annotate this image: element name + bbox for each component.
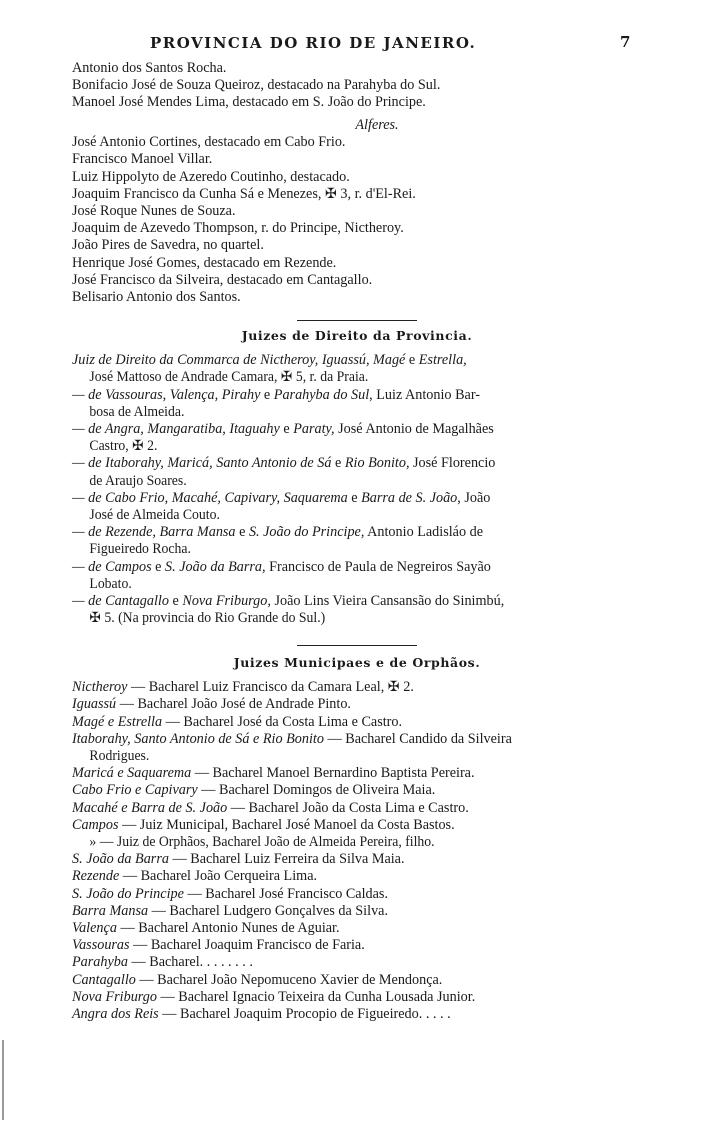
- judge-line: [72, 352, 642, 369]
- line-text: Lobato.: [89, 575, 132, 592]
- line-text: — Bacharel João da Costa Lima e Castro.: [227, 799, 469, 816]
- judge-line: [72, 438, 624, 455]
- place-name: Nictheroy: [72, 679, 128, 696]
- line-text: — Bacharel João Cerqueira Lima.: [119, 868, 318, 885]
- place-name: — de Cantagallo: [72, 593, 169, 610]
- place-name: Iguassú: [72, 696, 117, 713]
- page-edge-mark: [2, 1040, 4, 1120]
- judge-line: [72, 679, 642, 696]
- alferes-item: José Roque Nunes de Souza.: [72, 203, 236, 220]
- section-rule: [297, 320, 417, 321]
- list-item: Manoel José Mendes Lima, destacado em S. João do Principe.: [72, 94, 426, 111]
- line-text: ✠ 5. (Na provincia do Rio Grande do Sul.): [89, 610, 326, 627]
- alferes-item: José Antonio Cortines, destacado em Cabo Frio.: [72, 134, 346, 151]
- line-text: e: [168, 593, 183, 610]
- section-heading: Juizes Municipaes e de Orphãos.: [233, 655, 481, 670]
- line-text: Rodrigues.: [89, 748, 150, 765]
- place-name: Cantagallo: [72, 971, 136, 988]
- line-text: e: [235, 524, 249, 541]
- line-text: — Bacharel Ludgero Gonçalves da Silva.: [148, 902, 389, 919]
- line-text: José Antonio de Magalhães: [334, 421, 494, 438]
- section-heading: Juizes de Direito da Provincia.: [241, 328, 473, 343]
- alferes-item: João Pires de Savedra, no quartel.: [72, 237, 264, 254]
- line-text: — Bacharel José Francisco Caldas.: [183, 885, 388, 902]
- judge-line: [72, 748, 624, 765]
- alferes-list: [72, 134, 642, 306]
- alferes-item: Francisco Manoel Villar.: [72, 151, 213, 168]
- judge-line: [72, 886, 642, 903]
- judge-line: [72, 369, 624, 386]
- place-name: Nova Friburgo,: [182, 593, 271, 610]
- alferes-item: Joaquim Francisco da Cunha Sá e Menezes, ✠ 3, r. d'El-Rei.: [72, 185, 416, 202]
- judge-line: [72, 490, 642, 507]
- line-text: , José Florencio: [405, 455, 496, 472]
- line-text: — Bacharel Domingos de Oliveira Maia.: [197, 782, 436, 799]
- place-name: — de Itaborahy, Maricá, Santo Antonio de Sá: [72, 455, 332, 472]
- line-text: e: [279, 421, 294, 438]
- judge-line: [72, 714, 642, 731]
- alferes-item: Luiz Hippolyto de Azeredo Coutinho, destacado.: [72, 168, 350, 185]
- line-text: — Bacharel. . . . . . . .: [127, 954, 253, 971]
- juizes-direito-list: [72, 352, 642, 627]
- judge-line: [72, 507, 624, 524]
- judge-line: [72, 421, 642, 438]
- alferes-heading: Alferes.: [355, 117, 399, 133]
- place-name: Barra Mansa: [72, 902, 149, 919]
- judge-line: [72, 593, 642, 610]
- line-text: José de Almeida Couto.: [89, 507, 220, 524]
- judge-line: [72, 989, 642, 1006]
- list-item: Antonio dos Santos Rocha.: [72, 60, 227, 76]
- place-name: S. João do Principe,: [248, 524, 365, 541]
- line-text: — Bacharel João Nepomuceno Xavier de Mendonça.: [135, 971, 443, 988]
- judge-line: [72, 455, 642, 472]
- alferes-item: José Francisco da Silveira, destacado em Cantagallo.: [72, 271, 373, 288]
- line-text: Francisco de Paula de Negreiros Sayão: [265, 558, 491, 575]
- judge-line: [72, 404, 624, 421]
- place-name: — de Campos: [72, 558, 152, 575]
- place-name: S. João da Barra,: [165, 558, 266, 575]
- place-name: S. João do Principe: [72, 885, 184, 902]
- place-name: Itaborahy, Santo Antonio de Sá e Rio Bonito: [72, 730, 324, 747]
- place-name: Barra de S. João,: [361, 489, 461, 506]
- judge-line: [72, 782, 642, 799]
- line-text: — Bacharel José da Costa Lima e Castro.: [162, 713, 403, 730]
- judge-line: [72, 559, 642, 576]
- judge-line: [72, 765, 642, 782]
- place-name: Parahyba: [72, 954, 128, 971]
- place-name: Estrella,: [418, 352, 467, 369]
- place-name: — de Vassouras, Valença, Pirahy: [72, 386, 261, 403]
- line-text: — Bacharel Antonio Nunes de Aguiar.: [116, 920, 340, 937]
- judge-line: [72, 387, 642, 404]
- line-text: Figueiredo Rocha.: [89, 541, 191, 558]
- line-text: João: [460, 489, 491, 506]
- judge-line: [72, 920, 642, 937]
- line-text: » — Juiz de Orphãos, Bacharel João de Almeida Pereira, filho.: [89, 834, 435, 851]
- line-text: — Bacharel Luiz Francisco da Camara Leal, ✠ 2.: [127, 679, 414, 696]
- judge-line: [72, 1006, 642, 1023]
- line-text: — Bacharel Joaquim Procopio de Figueiredo. . . . .: [158, 1006, 451, 1023]
- line-text: Castro, ✠ 2.: [89, 438, 158, 455]
- place-name: Valença: [72, 920, 117, 937]
- judge-line: [72, 972, 642, 989]
- line-text: e: [347, 489, 362, 506]
- line-text: José Mattoso de Andrade Camara, ✠ 5, r. da Praia.: [89, 369, 369, 386]
- line-text: , Luiz Antonio Bar-: [369, 386, 480, 403]
- line-text: e: [260, 386, 274, 403]
- place-name: Macahé e Barra de S. João: [72, 799, 228, 816]
- place-name: Rezende: [72, 868, 120, 885]
- list-item: Bonifacio José de Souza Queiroz, destacado na Parahyba do Sul.: [72, 77, 441, 94]
- judge-line: [72, 954, 642, 971]
- line-text: — Bacharel Manoel Bernardino Baptista Pereira.: [191, 765, 475, 782]
- line-text: Antonio Ladisláo de: [364, 524, 483, 541]
- line-text: — Bacharel Ignacio Teixeira da Cunha Lousada Junior.: [157, 988, 476, 1005]
- officer-list-top: [72, 60, 642, 112]
- juizes-municipaes-list: [72, 679, 642, 1023]
- judge-line: [72, 541, 624, 558]
- place-name: Magé e Estrella: [72, 713, 163, 730]
- judge-line: [72, 868, 642, 885]
- alferes-item: Belisario Antonio dos Santos.: [72, 289, 241, 306]
- line-text: de Araujo Soares.: [89, 472, 187, 489]
- place-name: Cabo Frio e Capivary: [72, 782, 198, 799]
- line-text: e: [405, 352, 419, 369]
- place-name: Vassouras: [72, 937, 130, 954]
- judge-line: [72, 834, 624, 851]
- section-rule: [297, 645, 417, 646]
- place-name: Nova Friburgo: [72, 988, 157, 1005]
- line-text: — Bacharel Candido da Silveira: [323, 730, 512, 747]
- line-text: João Lins Vieira Cansansão do Sinimbú,: [270, 593, 505, 610]
- place-name: Rio Bonito: [344, 455, 406, 472]
- place-name: Angra dos Reis: [72, 1006, 159, 1023]
- place-name: S. João da Barra: [72, 851, 169, 868]
- judge-line: [72, 731, 642, 748]
- juizes-direito-section: [72, 320, 642, 627]
- judge-line: [72, 610, 624, 627]
- place-name: — de Rezende, Barra Mansa: [72, 524, 236, 541]
- line-text: e: [331, 455, 345, 472]
- judge-line: [72, 851, 642, 868]
- judge-line: [72, 473, 624, 490]
- alferes-item: Joaquim de Azevedo Thompson, r. do Principe, Nictheroy.: [72, 220, 404, 237]
- judge-line: [72, 817, 642, 834]
- place-name: Campos: [72, 816, 119, 833]
- alferes-section: [72, 117, 642, 306]
- place-name: — de Cabo Frio, Macahé, Capivary, Saquarema: [72, 489, 348, 506]
- judge-line: [72, 576, 624, 593]
- place-name: Paraty,: [293, 421, 335, 438]
- place-name: Juiz de Direito da Commarca de Nictheroy, Iguassú, Magé: [72, 352, 406, 369]
- line-text: — Bacharel Joaquim Francisco de Faria.: [129, 937, 365, 954]
- place-name: — de Angra, Mangaratiba, Itaguahy: [72, 421, 280, 438]
- juizes-municipaes-section: [72, 645, 642, 1023]
- line-text: bosa de Almeida.: [89, 403, 185, 420]
- running-header: PROVINCIA DO RIO DE JANEIRO.: [150, 34, 477, 52]
- judge-line: [72, 937, 642, 954]
- place-name: Maricá e Saquarema: [72, 765, 192, 782]
- line-text: e: [151, 558, 166, 575]
- line-text: — Bacharel João José de Andrade Pinto.: [116, 696, 351, 713]
- page-number: 7: [620, 33, 631, 51]
- judge-line: [72, 524, 642, 541]
- place-name: Parahyba do Sul: [273, 386, 370, 403]
- judge-line: [72, 903, 642, 920]
- line-text: — Bacharel Luiz Ferreira da Silva Maia.: [168, 851, 405, 868]
- judge-line: [72, 696, 642, 713]
- judge-line: [72, 800, 642, 817]
- alferes-item: Henrique José Gomes, destacado em Rezende.: [72, 254, 337, 271]
- line-text: — Juiz Municipal, Bacharel José Manoel da Costa Bastos.: [118, 816, 455, 833]
